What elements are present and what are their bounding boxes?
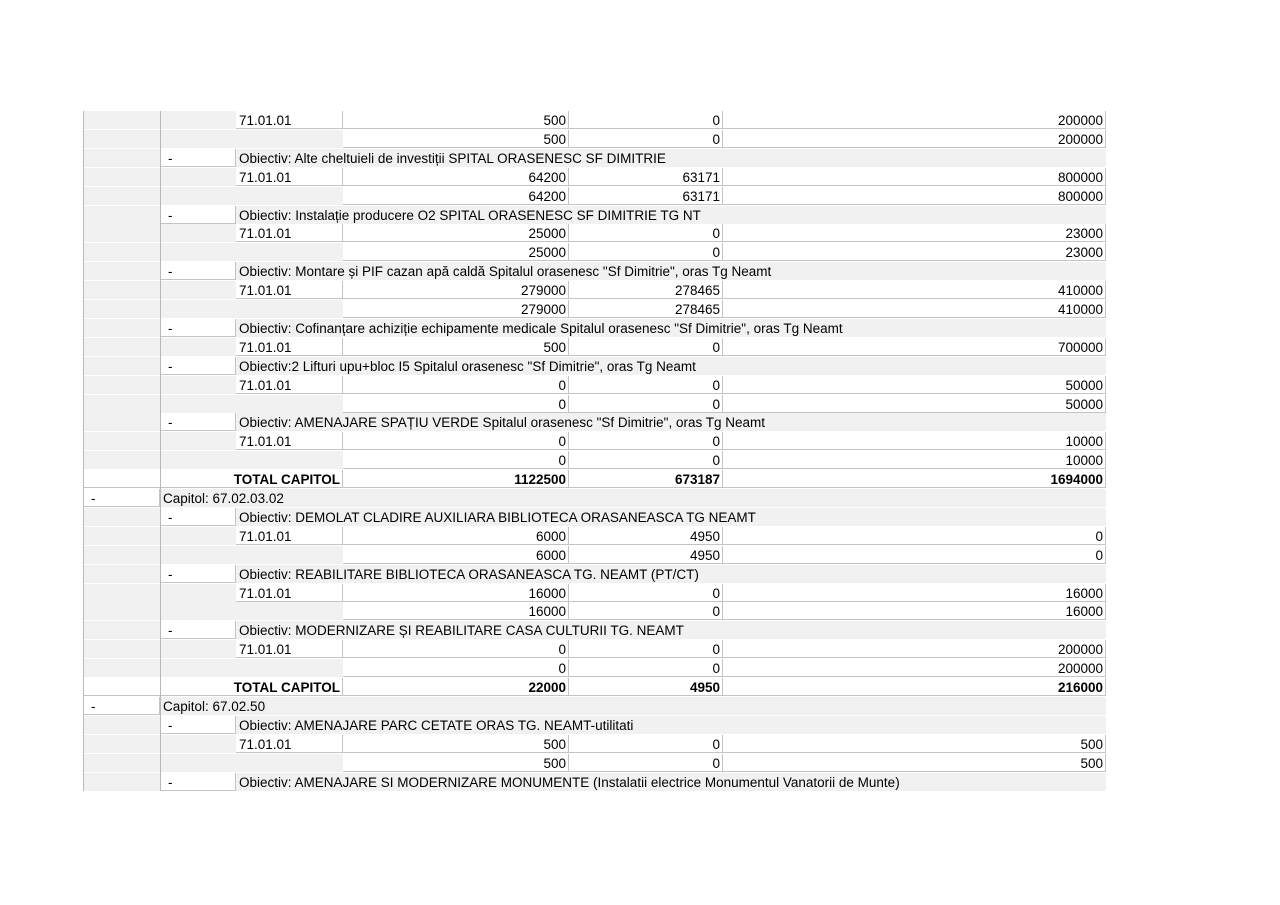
- value-col-1: 6000: [343, 546, 569, 564]
- row-indent: [83, 206, 160, 224]
- row-indent: [236, 395, 343, 413]
- table-row-code: [0, 527, 1280, 546]
- table-row-sum: [0, 395, 1280, 414]
- value-col-1: 0: [343, 395, 569, 413]
- budget-code: 71.01.01: [236, 224, 343, 242]
- value-col-3: 50000: [723, 395, 1106, 413]
- table-row-sum: [0, 243, 1280, 262]
- total-col-2: 673187: [569, 470, 723, 488]
- table-row-obj: [0, 508, 1280, 527]
- value-col-1: 279000: [343, 281, 569, 299]
- table-row-code: [0, 338, 1280, 357]
- value-col-3: 800000: [723, 168, 1106, 186]
- value-col-1: 64200: [343, 168, 569, 186]
- row-indent: [236, 300, 343, 318]
- row-indent: [236, 451, 343, 469]
- table-row-code: [0, 735, 1280, 754]
- row-indent: [83, 357, 160, 375]
- objective-dash: -: [160, 621, 236, 639]
- budget-code: 71.01.01: [236, 735, 343, 753]
- table-row-sum: [0, 451, 1280, 470]
- table-row-sum: [0, 659, 1280, 678]
- objective-dash: -: [160, 149, 236, 167]
- objective-dash: -: [160, 319, 236, 337]
- table-row-total: [0, 678, 1280, 697]
- row-indent: [236, 187, 343, 205]
- chapter-title: Capitol: 67.02.03.02: [160, 489, 1106, 507]
- objective-dash: -: [160, 413, 236, 431]
- table-row-cap: [0, 489, 1280, 508]
- value-col-2: 4950: [569, 546, 723, 564]
- table-row-sum: [0, 754, 1280, 773]
- value-col-2: 0: [569, 754, 723, 772]
- objective-dash: -: [160, 357, 236, 375]
- value-col-3: 800000: [723, 187, 1106, 205]
- table-row-obj: [0, 716, 1280, 735]
- value-col-1: 500: [343, 735, 569, 753]
- value-col-1: 500: [343, 111, 569, 129]
- value-col-2: 0: [569, 130, 723, 148]
- value-col-3: 200000: [723, 659, 1106, 677]
- row-indent: [83, 508, 160, 526]
- table-row-code: [0, 584, 1280, 603]
- row-indent: [83, 319, 160, 337]
- value-col-3: 500: [723, 754, 1106, 772]
- value-col-1: 500: [343, 754, 569, 772]
- table-row-code: [0, 640, 1280, 659]
- value-col-1: 500: [343, 130, 569, 148]
- budget-code: 71.01.01: [236, 168, 343, 186]
- value-col-3: 23000: [723, 224, 1106, 242]
- value-col-2: 0: [569, 338, 723, 356]
- value-col-3: 0: [723, 527, 1106, 545]
- value-col-2: 63171: [569, 168, 723, 186]
- value-col-2: 63171: [569, 187, 723, 205]
- budget-code: 71.01.01: [236, 111, 343, 129]
- value-col-3: 500: [723, 735, 1106, 753]
- value-col-2: 0: [569, 735, 723, 753]
- value-col-2: 278465: [569, 300, 723, 318]
- value-col-3: 23000: [723, 243, 1106, 261]
- table-row-obj: [0, 565, 1280, 584]
- table-row-sum: [0, 187, 1280, 206]
- value-col-1: 0: [343, 376, 569, 394]
- value-col-1: 0: [343, 640, 569, 658]
- row-indent: [236, 602, 343, 620]
- objective-title: Obiectiv: Cofinanțare achiziție echipamente medicale Spitalul orasenesc "Sf Dimitrie", oras Tg Neamt: [236, 319, 1106, 337]
- budget-code: 71.01.01: [236, 376, 343, 394]
- objective-dash: -: [160, 773, 236, 791]
- value-col-2: 4950: [569, 527, 723, 545]
- objective-title: Obiectiv: AMENAJARE SI MODERNIZARE MONUMENTE (Instalatii electrice Monumentul Vanatorii de Munte): [236, 773, 1106, 791]
- table-row-sum: [0, 300, 1280, 319]
- objective-dash: -: [160, 508, 236, 526]
- value-col-3: 50000: [723, 376, 1106, 394]
- table-row-sum: [0, 546, 1280, 565]
- value-col-3: 0: [723, 546, 1106, 564]
- value-col-2: 0: [569, 432, 723, 450]
- chapter-dash: -: [83, 489, 160, 507]
- value-col-1: 0: [343, 432, 569, 450]
- objective-title: Obiectiv: MODERNIZARE ȘI REABILITARE CASA CULTURII TG. NEAMT: [236, 621, 1106, 639]
- row-indent: [236, 659, 343, 677]
- total-chapter-label: TOTAL CAPITOL: [83, 470, 343, 488]
- row-indent: [83, 149, 160, 167]
- value-col-2: 0: [569, 602, 723, 620]
- value-col-2: 0: [569, 395, 723, 413]
- value-col-3: 200000: [723, 130, 1106, 148]
- value-col-1: 16000: [343, 602, 569, 620]
- total-col-3: 216000: [723, 678, 1106, 696]
- budget-code: 71.01.01: [236, 281, 343, 299]
- objective-title: Obiectiv: AMENAJARE PARC CETATE ORAS TG. NEAMT-utilitati: [236, 716, 1106, 734]
- value-col-3: 410000: [723, 300, 1106, 318]
- row-indent: [83, 262, 160, 280]
- row-indent: [236, 130, 343, 148]
- table-row-code: [0, 432, 1280, 451]
- value-col-1: 25000: [343, 243, 569, 261]
- total-col-1: 22000: [343, 678, 569, 696]
- total-chapter-label: TOTAL CAPITOL: [83, 678, 343, 696]
- value-col-1: 16000: [343, 584, 569, 602]
- row-indent: [83, 565, 160, 583]
- table-row-obj: [0, 149, 1280, 168]
- row-indent: [83, 413, 160, 431]
- budget-code: 71.01.01: [236, 432, 343, 450]
- objective-dash: -: [160, 565, 236, 583]
- row-indent: [236, 243, 343, 261]
- table-row-total: [0, 470, 1280, 489]
- table-row-code: [0, 168, 1280, 187]
- objective-title: Obiectiv: Montare și PIF cazan apă caldă Spitalul orasenesc "Sf Dimitrie", oras Tg Neamt: [236, 262, 1106, 280]
- table-row-code: [0, 111, 1280, 130]
- table-row-obj: [0, 621, 1280, 640]
- value-col-2: 0: [569, 659, 723, 677]
- value-col-3: 10000: [723, 432, 1106, 450]
- value-col-3: 700000: [723, 338, 1106, 356]
- budget-code: 71.01.01: [236, 338, 343, 356]
- total-col-1: 1122500: [343, 470, 569, 488]
- objective-title: Obiectiv: DEMOLAT CLADIRE AUXILIARA BIBLIOTECA ORASANEASCA TG NEAMT: [236, 508, 1106, 526]
- total-col-3: 1694000: [723, 470, 1106, 488]
- budget-code: 71.01.01: [236, 584, 343, 602]
- table-row-sum: [0, 602, 1280, 621]
- value-col-1: 25000: [343, 224, 569, 242]
- table-row-obj: [0, 319, 1280, 338]
- value-col-1: 0: [343, 451, 569, 469]
- value-col-3: 410000: [723, 281, 1106, 299]
- objective-title: Obiectiv: REABILITARE BIBLIOTECA ORASANEASCA TG. NEAMT (PT/CT): [236, 565, 1106, 583]
- value-col-3: 200000: [723, 111, 1106, 129]
- row-indent: [83, 773, 160, 791]
- value-col-2: 0: [569, 451, 723, 469]
- table-row-obj: [0, 773, 1280, 792]
- value-col-2: 278465: [569, 281, 723, 299]
- value-col-3: 16000: [723, 602, 1106, 620]
- objective-title: Obiectiv: Instalație producere O2 SPITAL ORASENESC SF DIMITRIE TG NT: [236, 206, 1106, 224]
- budget-code: 71.01.01: [236, 640, 343, 658]
- value-col-2: 0: [569, 640, 723, 658]
- objective-dash: -: [160, 716, 236, 734]
- table-row-sum: [0, 130, 1280, 149]
- objective-title: Obiectiv: Alte cheltuieli de investiții SPITAL ORASENESC SF DIMITRIE: [236, 149, 1106, 167]
- table-row-obj: [0, 413, 1280, 432]
- row-indent: [83, 621, 160, 639]
- row-indent: [236, 546, 343, 564]
- objective-title: Obiectiv: AMENAJARE SPAȚIU VERDE Spitalul orasenesc "Sf Dimitrie", oras Tg Neamt: [236, 413, 1106, 431]
- value-col-1: 0: [343, 659, 569, 677]
- value-col-3: 16000: [723, 584, 1106, 602]
- column-divider: [83, 111, 84, 791]
- total-col-2: 4950: [569, 678, 723, 696]
- table-row-obj: [0, 357, 1280, 376]
- row-indent: [83, 716, 160, 734]
- value-col-2: 0: [569, 111, 723, 129]
- value-col-1: 64200: [343, 187, 569, 205]
- value-col-3: 10000: [723, 451, 1106, 469]
- value-col-3: 200000: [723, 640, 1106, 658]
- column-divider: [160, 111, 161, 791]
- chapter-title: Capitol: 67.02.50: [160, 697, 1106, 715]
- value-col-2: 0: [569, 376, 723, 394]
- budget-code: 71.01.01: [236, 527, 343, 545]
- table-row-code: [0, 224, 1280, 243]
- table-row-code: [0, 281, 1280, 300]
- value-col-1: 279000: [343, 300, 569, 318]
- table-row-cap: [0, 697, 1280, 716]
- objective-dash: -: [160, 206, 236, 224]
- objective-dash: -: [160, 262, 236, 280]
- table-row-obj: [0, 262, 1280, 281]
- value-col-2: 0: [569, 243, 723, 261]
- table-row-obj: [0, 206, 1280, 225]
- row-indent: [236, 754, 343, 772]
- value-col-2: 0: [569, 224, 723, 242]
- value-col-1: 6000: [343, 527, 569, 545]
- objective-title: Obiectiv:2 Lifturi upu+bloc I5 Spitalul orasenesc "Sf Dimitrie", oras Tg Neamt: [236, 357, 1106, 375]
- value-col-2: 0: [569, 584, 723, 602]
- chapter-dash: -: [83, 697, 160, 715]
- table-row-code: [0, 376, 1280, 395]
- value-col-1: 500: [343, 338, 569, 356]
